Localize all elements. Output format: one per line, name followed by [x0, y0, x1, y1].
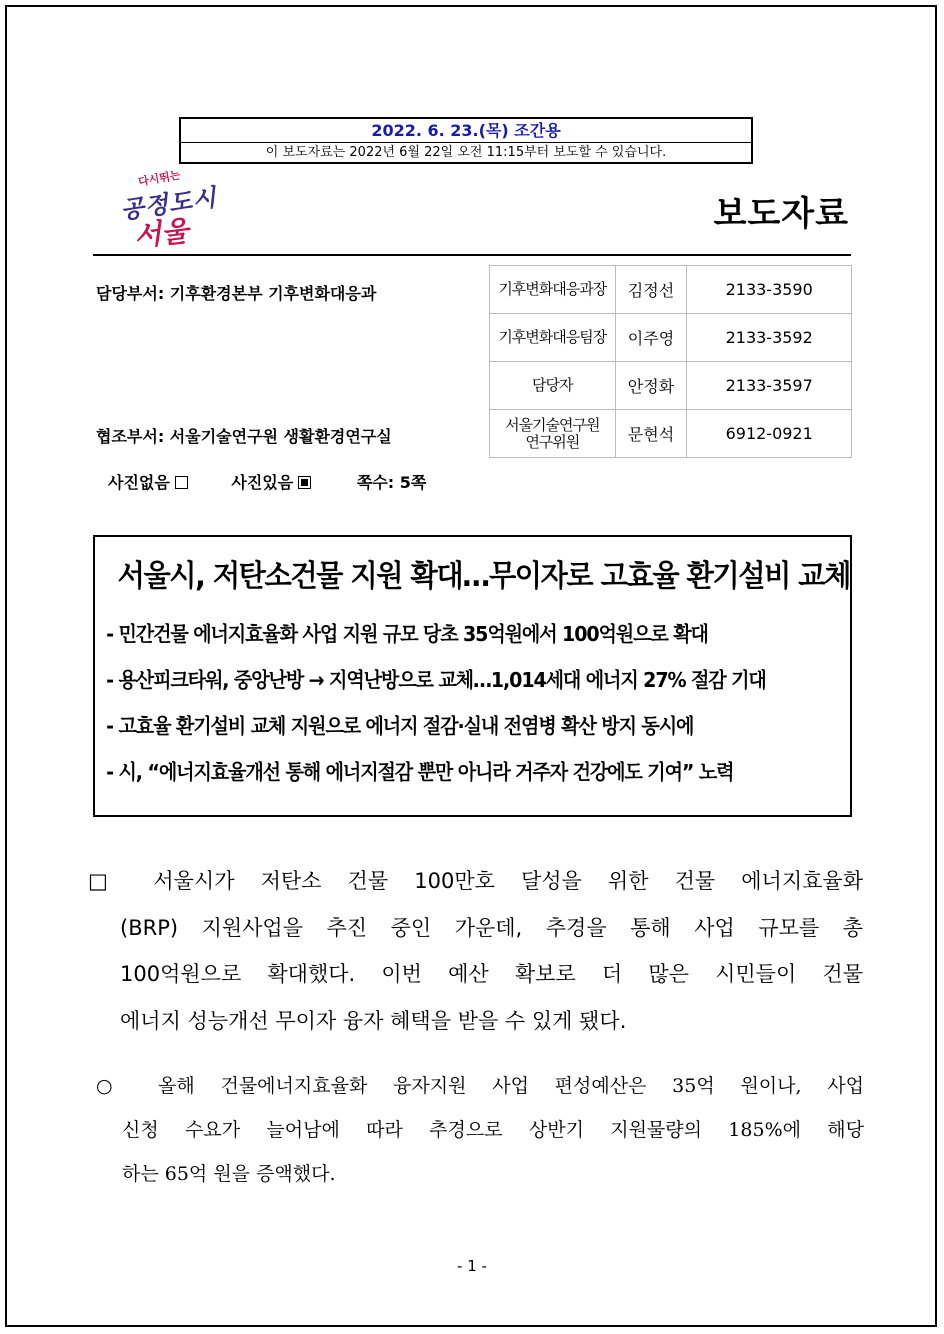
contact-phone: 2133-3597: [687, 362, 852, 410]
contact-phone: 2133-3592: [687, 314, 852, 362]
checked-box-icon: [298, 476, 311, 489]
subheadline: - 시, “에너지효율개선 통해 에너지절감 뿐만 아니라 거주자 건강에도 기여” 노력: [106, 760, 734, 784]
subheadline: - 고효율 환기설비 교체 지원으로 에너지 절감·실내 전염병 확산 방지 동시에: [106, 714, 694, 738]
sub-paragraph-line: 신청 수요가 늘어남에 따라 추경으로 상반기 지원물량의 185%에 해당: [122, 1119, 864, 1141]
contact-title: 서울기술연구원 연구위원: [490, 410, 616, 458]
contact-row: [490, 362, 852, 410]
page-number: - 1 -: [457, 1257, 487, 1275]
logo-mid-text: 공정도시: [118, 183, 219, 225]
sub-paragraph-line: ○ 올해 건물에너지효율화 융자지원 사업 편성예산은 35억 원이나, 사업: [96, 1075, 864, 1097]
logo-big-text: 서울: [132, 214, 190, 253]
photo-info-row: [108, 470, 426, 493]
contact-row: [490, 410, 852, 458]
subheadline-list: [95, 611, 850, 795]
logo-small-text: 다시뛰는: [137, 168, 182, 189]
embargo-note: 이 보도자료는 2022년 6월 22일 오전 11:15부터 보도할 수 있습니다.: [265, 145, 667, 160]
contact-name: 이주영: [615, 314, 687, 362]
contact-name: 문현석: [615, 410, 687, 458]
contact-row: [490, 314, 852, 362]
subheadline: - 용산피크타워, 중앙난방 → 지역난방으로 교체…1,014세대 에너지 27% 절감 기대: [106, 668, 766, 692]
photo-none-label: 사진없음: [108, 473, 170, 492]
embargo-date: 2022. 6. 23.(목) 조간용: [181, 119, 751, 143]
contact-name: 김정선: [615, 266, 687, 314]
body-sub-paragraph: [96, 1064, 864, 1196]
paragraph-line: □ 서울시가 저탄소 건물 100만호 달성을 위한 건물 에너지효율화: [88, 869, 863, 893]
department-coop: 협조부서: 서울기술연구원 생활환경연구실: [96, 427, 392, 446]
headline-box: [93, 535, 852, 817]
contact-title: 기후변화대응팀장: [490, 314, 616, 362]
contact-row: [490, 266, 852, 314]
paragraph-line: 에너지 성능개선 무이자 융자 혜택을 받을 수 있게 됐다.: [120, 1008, 627, 1033]
embargo-box: [179, 117, 753, 164]
headline: 서울시, 저탄소건물 지원 확대…무이자로 고효율 환기설비 교체: [117, 559, 850, 594]
subheadline: - 민간건물 에너지효율화 사업 지원 규모 당초 35억원에서 100억원으로 확대: [106, 622, 708, 646]
header-divider: [93, 254, 851, 256]
contact-table: [489, 265, 852, 458]
unchecked-box-icon: [175, 476, 188, 489]
paragraph-line: 100억원으로 확대했다. 이번 예산 확보로 더 많은 시민들이 건물: [120, 962, 863, 986]
contact-name: 안정화: [615, 362, 687, 410]
department-main: 담당부서: 기후환경본부 기후변화대응과: [96, 284, 377, 303]
contact-title: 담당자: [490, 362, 616, 410]
sub-paragraph-line: 하는 65억 원을 증액했다.: [122, 1163, 336, 1185]
contact-title: 기후변화대응과장: [490, 266, 616, 314]
body-paragraph: [88, 858, 863, 1044]
doc-type-title: 보도자료: [713, 194, 849, 234]
contact-phone: 2133-3590: [687, 266, 852, 314]
paragraph-line: (BRP) 지원사업을 추진 중인 가운데, 추경을 통해 사업 규모를 총: [120, 915, 863, 940]
seoul-logo: [108, 168, 218, 252]
photo-has-label: 사진있음: [231, 473, 294, 492]
page-count-label: 쪽수: 5쪽: [356, 473, 427, 492]
contact-phone: 6912-0921: [687, 410, 852, 458]
